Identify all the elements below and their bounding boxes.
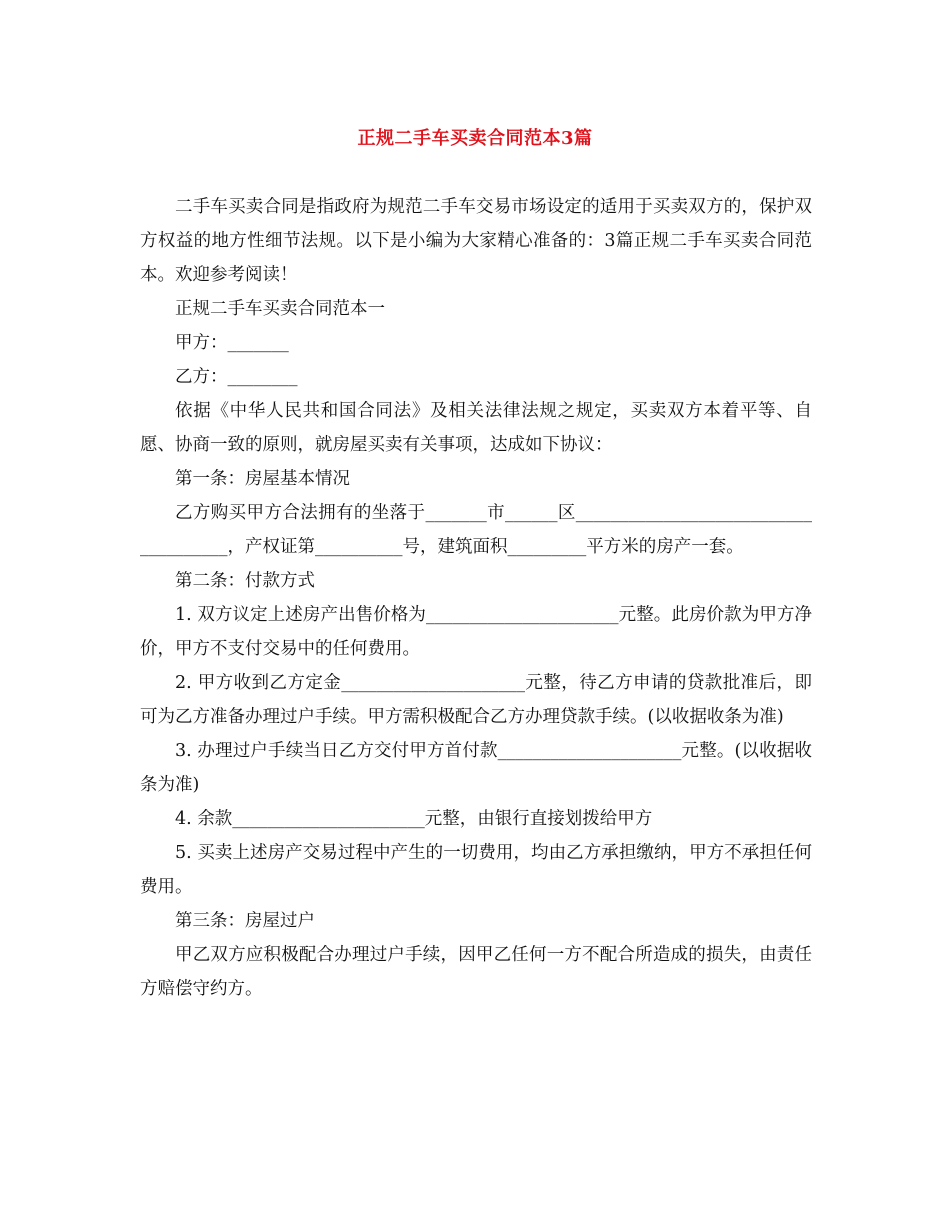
paragraph-clause-4: 4. 余款______________________元整，由银行直接划拨给甲方 — [175, 809, 653, 829]
paragraph-article-3-body: 甲乙双方应积极配合办理过户手续，因甲乙任何一方不配合所造成的损失，由责任方赔偿守约方。 — [140, 945, 812, 999]
document-body — [140, 190, 812, 1006]
paragraph-clause-1: 1. 双方议定上述房产出售价格为______________________元整。此房价款为甲方净价，甲方不支付交易中的任何费用。 — [140, 605, 812, 659]
paragraph-party-b: 乙方：________ — [175, 367, 298, 387]
paragraph-article-2-heading: 第二条：付款方式 — [175, 571, 315, 591]
paragraph-section-heading: 正规二手车买卖合同范本一 — [175, 299, 385, 319]
document-title: 正规二手车买卖合同范本3篇 — [357, 128, 593, 149]
paragraph-clause-5: 5. 买卖上述房产交易过程中产生的一切费用，均由乙方承担缴纳，甲方不承担任何费用。 — [140, 843, 812, 897]
paragraph-clause-2: 2. 甲方收到乙方定金_____________________元整，待乙方申请的贷款批准后，即可为乙方准备办理过户手续。甲方需积极配合乙方办理贷款手续。(以收据收条为准) — [140, 673, 812, 727]
paragraph-party-a: 甲方：_______ — [175, 333, 289, 353]
paragraph-article-3-heading: 第三条：房屋过户 — [175, 911, 315, 931]
paragraph-preamble: 依据《中华人民共和国合同法》及相关法律法规之规定，买卖双方本着平等、自愿、协商一致的原则，就房屋买卖有关事项，达成如下协议： — [140, 401, 812, 455]
paragraph-intro: 二手车买卖合同是指政府为规范二手车交易市场设定的适用于买卖双方的，保护双方权益的地方性细节法规。以下是小编为大家精心准备的：3篇正规二手车买卖合同范本。欢迎参考阅读！ — [140, 197, 812, 285]
paragraph-article-1-heading: 第一条：房屋基本情况 — [175, 469, 350, 489]
paragraph-article-1-body: 乙方购买甲方合法拥有的坐落于_______市______区_____________________________________，产权证第__________号，建筑面积_________平方米的房产一套。 — [140, 503, 812, 557]
paragraph-clause-3: 3. 办理过户手续当日乙方交付甲方首付款_____________________元整。(以收据收条为准) — [140, 741, 812, 795]
